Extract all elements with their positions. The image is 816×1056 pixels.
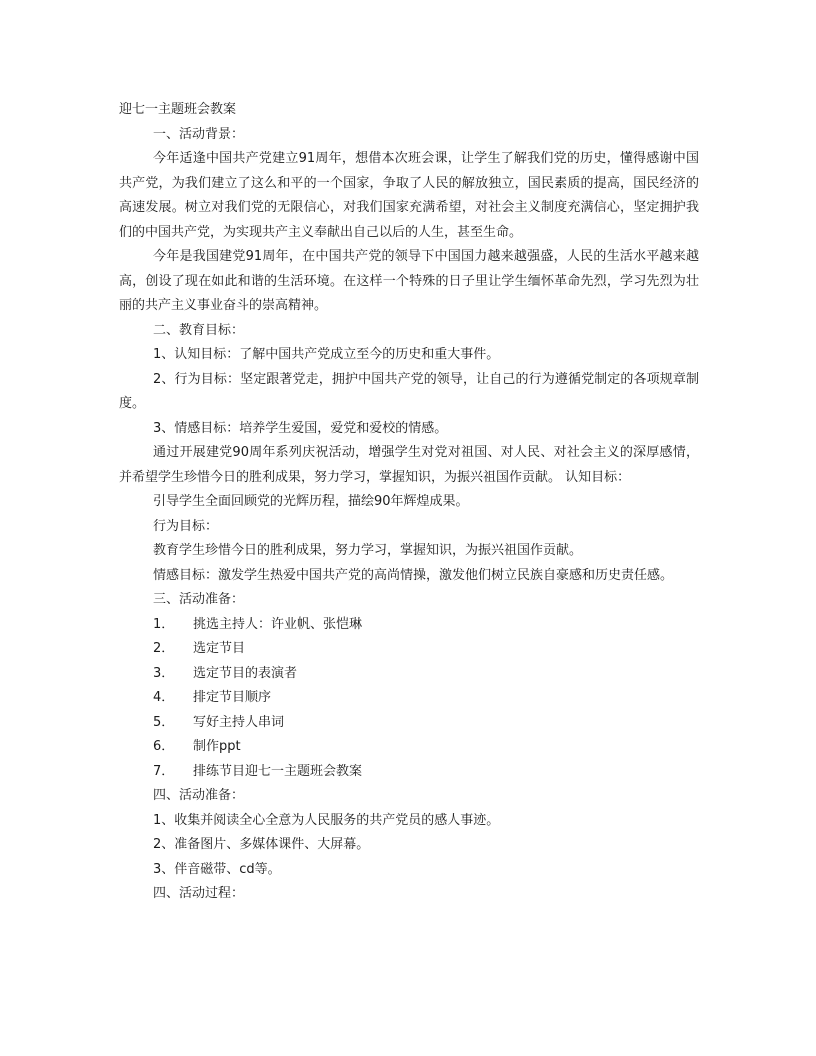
goal-behavior: 2、行为目标：坚定跟著党走，拥护中国共产党的领导，让自己的行为遵循党制定的各项规章制度。 bbox=[119, 371, 699, 411]
list-item bbox=[119, 711, 699, 736]
list-item-number: 2． bbox=[153, 641, 175, 656]
list-item-text: 制作ppt bbox=[193, 739, 241, 754]
behavior-goal-label: 行为目标： bbox=[153, 518, 219, 534]
behavior-goal-text: 教育学生珍惜今日的胜利成果，努力学习，掌握知识，为振兴祖国作贡献。 bbox=[153, 543, 583, 558]
document-title: 迎七一主题班会教案 bbox=[119, 102, 237, 117]
background-paragraph-2: 今年是我国建党91周年，在中国共产党的领导下中国国力越来越强盛，人民的生活水平越来越高，创设了现在如此和谐的生活环境。在这样一个特殊的日子里让学生缅怀革命先烈，学习先烈为壮丽的共产主义事业奋斗的崇高精神。 bbox=[119, 249, 699, 313]
emotion-goal-text: 情感目标：激发学生热爱中国共产党的高尚情操，激发他们树立民族自豪感和历史责任感。 bbox=[153, 567, 674, 583]
list-item-number: 3． bbox=[153, 665, 175, 681]
list-item-text: 选定节目 bbox=[193, 641, 246, 656]
list-item-number: 1． bbox=[153, 616, 175, 632]
list-item-text: 选定节目的表演者 bbox=[193, 665, 298, 681]
list-item bbox=[119, 735, 699, 760]
list-item bbox=[119, 662, 699, 687]
cognitive-goal-text: 引导学生全面回顾党的光辉历程，描绘90年辉煌成果。 bbox=[153, 494, 469, 509]
section-heading-goals: 二、教育目标： bbox=[153, 322, 245, 338]
list-item: 3、伴音磁带、cd等。 bbox=[153, 861, 281, 877]
document-body bbox=[119, 98, 699, 907]
list-item bbox=[119, 613, 699, 638]
section-heading-preparation: 三、活动准备： bbox=[153, 592, 245, 607]
list-item-number: 4． bbox=[153, 690, 175, 705]
list-item-number: 6． bbox=[153, 739, 175, 754]
list-item-text: 排定节目顺序 bbox=[193, 690, 272, 705]
list-item bbox=[119, 760, 699, 785]
section-heading-background: 一、活动背景： bbox=[153, 126, 245, 142]
list-item: 1、收集并阅读全心全意为人民服务的共产党员的感人事迹。 bbox=[153, 812, 500, 828]
goal-cognitive: 1、认知目标：了解中国共产党成立至今的历史和重大事件。 bbox=[153, 347, 500, 362]
list-item bbox=[119, 686, 699, 711]
goal-paragraph: 通过开展建党90周年系列庆祝活动，增强学生对党对祖国、对人民、对社会主义的深厚感情，并希望学生珍惜今日的胜利成果，努力学习，掌握知识，为振兴祖国作贡献。 认知目标： bbox=[119, 445, 699, 485]
list-item-number: 7． bbox=[153, 763, 175, 779]
list-item-text: 挑选主持人：许业帆、张恺琳 bbox=[193, 616, 363, 632]
list-item bbox=[119, 637, 699, 662]
list-item: 2、准备图片、多媒体课件、大屏幕。 bbox=[153, 837, 370, 852]
background-paragraph-1: 今年适逢中国共产党建立91周年，想借本次班会课，让学生了解我们党的历史，懂得感谢中国共产党，为我们建立了这么和平的一个国家，争取了人民的解放独立，国民素质的提高，国民经济的高速发展。树立对我们党的无限信心，对我们国家充满希望，对社会主义制度充满信心，坚定拥护我们的中国共产党，为实现共产主义奉献出自己以后的人生，甚至生命。 bbox=[119, 151, 699, 240]
section-heading-preparation-2: 四、活动准备： bbox=[153, 788, 245, 803]
list-item-number: 5． bbox=[153, 714, 175, 730]
section-heading-process: 四、活动过程： bbox=[153, 886, 245, 901]
list-item-text: 写好主持人串词 bbox=[193, 714, 285, 730]
goal-emotion: 3、情感目标：培养学生爱国，爱党和爱校的情感。 bbox=[153, 420, 448, 436]
list-item-text: 排练节目迎七一主题班会教案 bbox=[193, 763, 363, 779]
